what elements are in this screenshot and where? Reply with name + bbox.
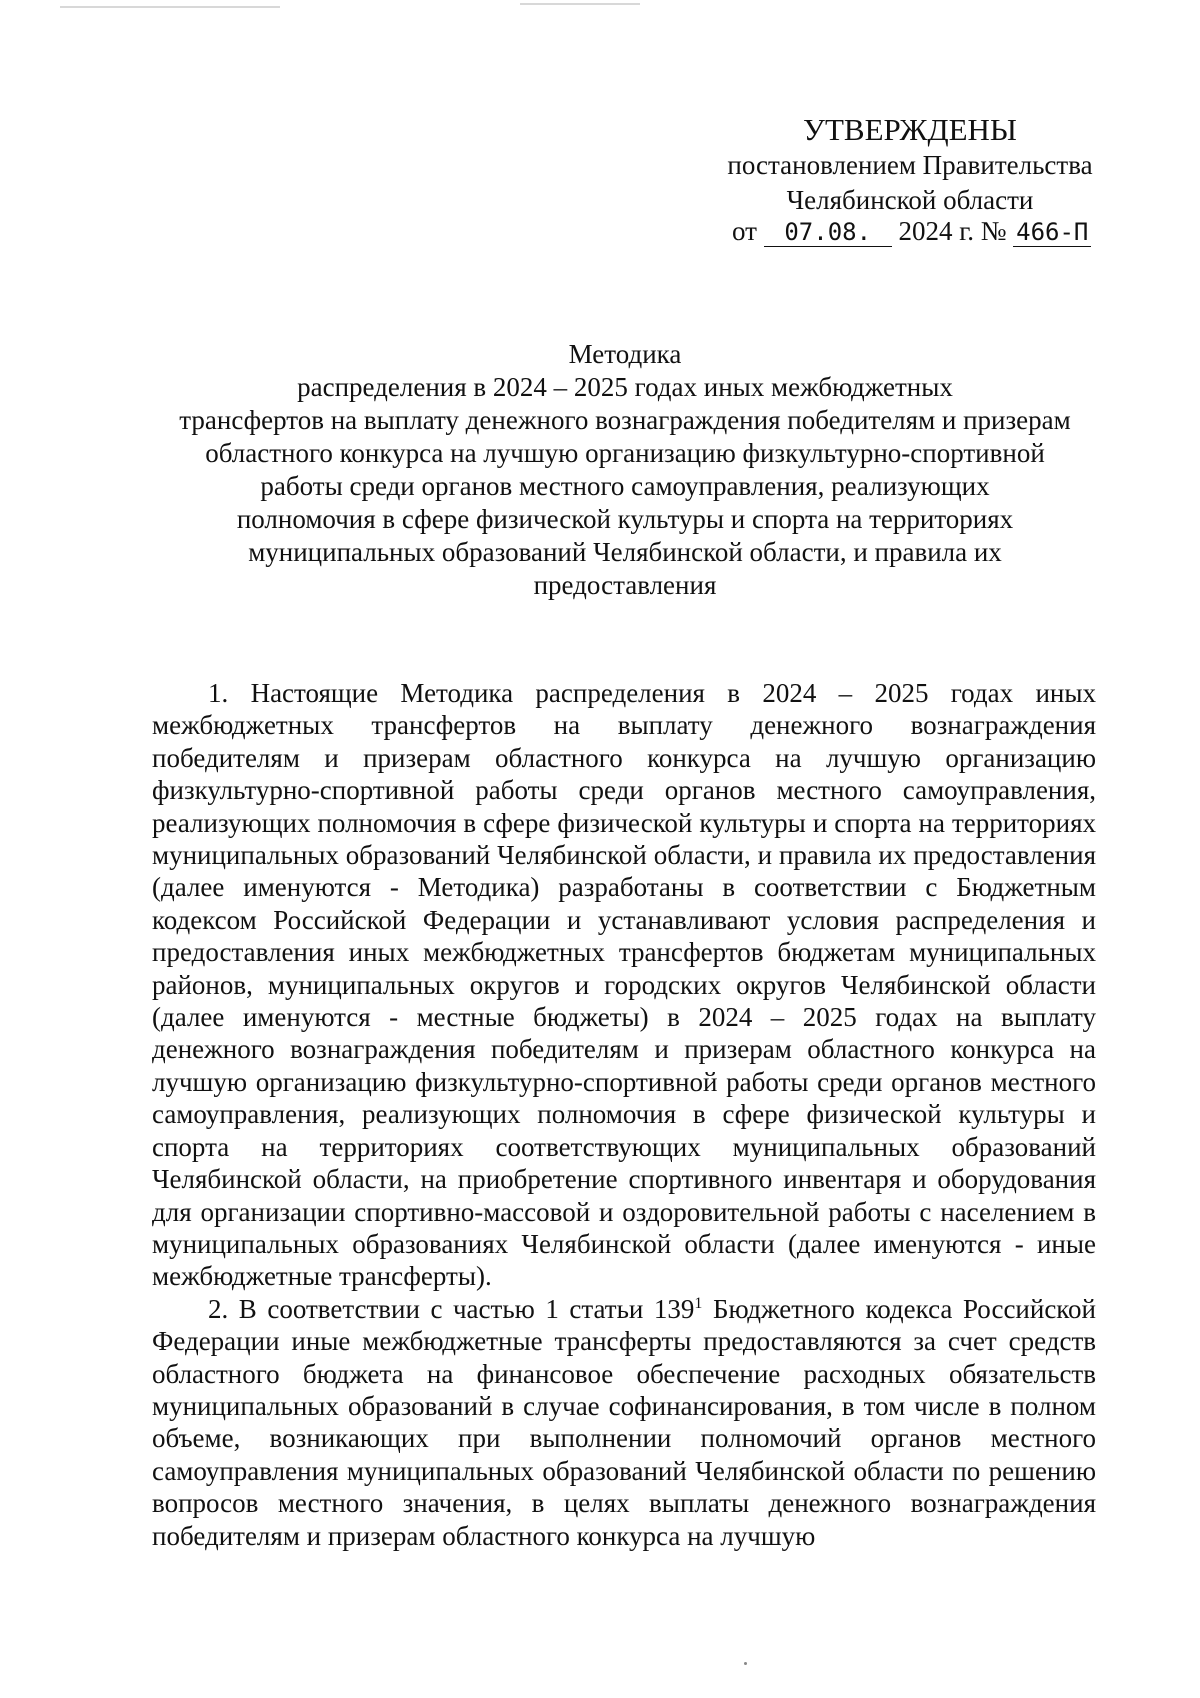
paragraph-2 (152, 1293, 1096, 1552)
scan-artifact-left (60, 6, 280, 8)
scan-dot (744, 1662, 747, 1665)
date-prefix: от (732, 216, 757, 246)
title-line-3: трансфертов на выплату денежного вознаграждения победителям и призерам (179, 405, 1071, 435)
title-line-1: Методика (568, 339, 682, 369)
document-title (150, 338, 1100, 602)
approval-block (700, 112, 1120, 218)
document-number: 466-П (1013, 218, 1091, 247)
approval-heading: УТВЕРЖДЕНЫ (803, 112, 1017, 147)
approval-line-1: постановлением Правительства (727, 150, 1093, 180)
title-line-7: муниципальных образований Челябинской области, и правила их (248, 537, 1002, 567)
title-line-6: полномочия в сфере физической культуры и спорта на территориях (236, 504, 1014, 534)
title-line-5: работы среди органов местного самоуправления, реализующих (260, 471, 990, 501)
superscript: 1 (694, 1294, 703, 1312)
date-year: 2024 г. № (898, 216, 1007, 246)
date-value: 07.08. (764, 218, 892, 247)
paragraph-1: 1. Настоящие Методика распределения в 2024 – 2025 годах иных межбюджетных трансфертов на выплату денежного вознаграждения победителям и призерам областного конкурса на лучшую организацию физкультурно-спортивной работы среди органов местного самоуправления, реализующих полномочия в сфере физической культуры и спорта на территориях муниципальных образований Челябинской области, и правила их предоставления (далее именуются - Методика) разработаны в соответствии с Бюджетным кодексом Российской Федерации и устанавливают условия распределения и предоставления иных межбюджетных трансфертов бюджетам муниципальных районов, муниципальных округов и городских округов Челябинской области (далее именуются - местные бюджеты) в 2024 – 2025 годах на выплату денежного вознаграждения победителям и призерам областного конкурса на лучшую организацию физкультурно-спортивной работы среди органов местного самоуправления, реализующих полномочия в сфере физической культуры и спорта на территориях соответствующих муниципальных образований Челябинской области, на приобретение спортивного инвентаря и оборудования для организации спортивно-массовой и оздоровительной работы с населением в муниципальных образованиях Челябинской области (далее именуются - иные межбюджетные трансферты). (152, 678, 1096, 1292)
paragraph-2-rest: Бюджетного кодекса Российской Федерации иные межбюджетные трансферты предоставляются за счет средств областного бюджета на финансовое обеспечение расходных обязательств муниципальных образований в случае софинансирования, в том числе в полном объеме, возникающих при выполнении полномочий органов местного самоуправления муниципальных образований Челябинской области по решению вопросов местного значения, в целях выплаты денежного вознаграждения победителям и призерам областного конкурса на лучшую (152, 1293, 1097, 1551)
approval-date-line (732, 216, 1091, 247)
paragraph-2-start: 2. В соответствии с частью 1 статьи 139 (208, 1293, 695, 1324)
approval-line-2: Челябинской области (786, 185, 1034, 215)
scan-artifact-center (520, 3, 640, 5)
title-line-4: областного конкурса на лучшую организацию физкультурно-спортивной (205, 438, 1045, 468)
document-body (152, 677, 1096, 1552)
title-line-2: распределения в 2024 – 2025 годах иных межбюджетных (297, 372, 953, 402)
title-line-8: предоставления (533, 570, 717, 600)
